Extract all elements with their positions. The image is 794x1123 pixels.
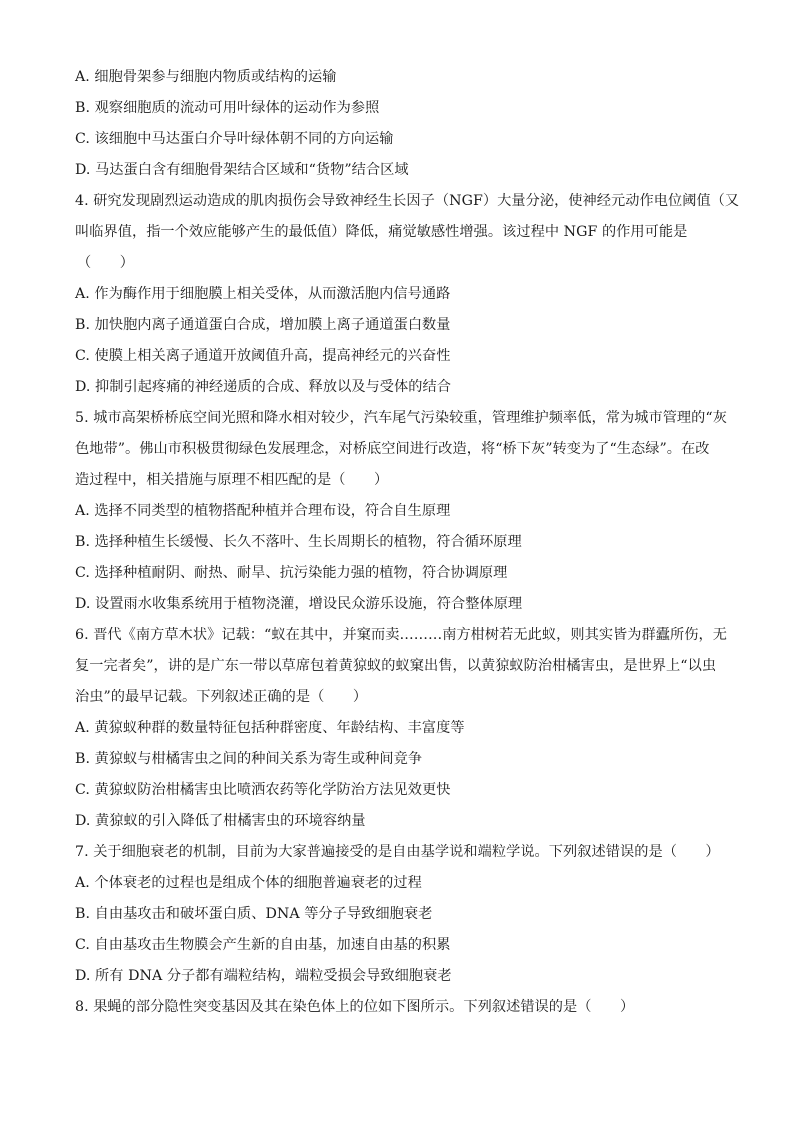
question-7 bbox=[75, 837, 721, 992]
q3-option-d: D. 马达蛋白含有细胞骨架结合区域和“货物”结合区域 bbox=[75, 162, 409, 178]
q3-option-b: B. 观察细胞质的流动可用叶绿体的运动作为参照 bbox=[75, 100, 380, 116]
q4-option-a: A. 作为酶作用于细胞膜上相关受体，从而激活胞内信号通路 bbox=[75, 286, 451, 302]
q4-option-c: C. 使膜上相关离子通道开放阈值升高，提高神经元的兴奋性 bbox=[75, 348, 451, 364]
q5-stem-line-3: 造过程中，相关措施与原理不相匹配的是（ ） bbox=[75, 472, 389, 488]
question-5 bbox=[75, 403, 727, 620]
q5-option-c: C. 选择种植耐阴、耐热、耐旱、抗污染能力强的植物，符合协调原理 bbox=[75, 565, 508, 581]
page-content bbox=[75, 62, 740, 1023]
q5-option-a: A. 选择不同类型的植物搭配种植并合理布设，符合自生原理 bbox=[75, 503, 451, 519]
q5-option-b: B. 选择种植生长缓慢、长久不落叶、生长周期长的植物，符合循环原理 bbox=[75, 534, 522, 550]
q5-stem-line-1: 5. 城市高架桥桥底空间光照和降水相对较少，汽车尾气污染较重，管理维护频率低，常为城市管理的“灰 bbox=[75, 410, 727, 426]
q6-option-c: C. 黄猄蚁防治柑橘害虫比喷洒农药等化学防治方法见效更快 bbox=[75, 782, 451, 798]
q5-option-d: D. 设置雨水收集系统用于植物浇灌，增设民众游乐设施，符合整体原理 bbox=[75, 596, 523, 612]
q6-stem-line-2: 复一完者矣”，讲的是广东一带以草席包着黄猄蚁的蚁窠出售，以黄猄蚁防治柑橘害虫，是世界上“以虫 bbox=[75, 658, 717, 674]
q7-option-b: B. 自由基攻击和破坏蛋白质、DNA 等分子导致细胞衰老 bbox=[75, 906, 433, 922]
q6-option-b: B. 黄猄蚁与柑橘害虫之间的种间关系为寄生或种间竞争 bbox=[75, 751, 423, 767]
q4-stem-line-1: 4. 研究发现剧烈运动造成的肌肉损伤会导致神经生长因子（NGF）大量分泌，使神经元动作电位阈值（又 bbox=[75, 193, 740, 209]
q7-option-a: A. 个体衰老的过程也是组成个体的细胞普遍衰老的过程 bbox=[75, 875, 422, 891]
question-8 bbox=[75, 992, 721, 1023]
question-6 bbox=[75, 620, 727, 837]
question-4 bbox=[75, 186, 740, 403]
q3-option-a: A. 细胞骨架参与细胞内物质或结构的运输 bbox=[75, 69, 337, 85]
q6-stem-line-1: 6. 晋代《南方草木状》记载：“蚁在其中，并窠而卖………南方柑树若无此蚁，则其实皆为群蠹所伤，无 bbox=[75, 627, 727, 643]
q4-stem-line-2: 叫临界值，指一个效应能够产生的最低值）降低，痛觉敏感性增强。该过程中 NGF 的作用可能是 bbox=[75, 224, 688, 240]
q7-option-c: C. 自由基攻击生物膜会产生新的自由基，加速自由基的积累 bbox=[75, 937, 451, 953]
q3-option-c: C. 该细胞中马达蛋白介导叶绿体朝不同的方向运输 bbox=[75, 131, 394, 147]
q6-option-a: A. 黄猄蚁种群的数量特征包括种群密度、年龄结构、丰富度等 bbox=[75, 720, 465, 736]
question-3-options bbox=[75, 62, 721, 186]
q7-stem-line-1: 7. 关于细胞衰老的机制，目前为大家普遍接受的是自由基学说和端粒学说。下列叙述错误的是（ ） bbox=[75, 844, 720, 860]
q4-option-d: D. 抑制引起疼痛的神经递质的合成、释放以及与受体的结合 bbox=[75, 379, 451, 395]
q4-answer-blank: （ ） bbox=[77, 255, 134, 271]
q6-option-d: D. 黄猄蚁的引入降低了柑橘害虫的环境容纳量 bbox=[75, 813, 366, 829]
q4-option-b: B. 加快胞内离子通道蛋白合成，增加膜上离子通道蛋白数量 bbox=[75, 317, 451, 333]
q8-stem-line-1: 8. 果蝇的部分隐性突变基因及其在染色体上的位如下图所示。下列叙述错误的是（ ） bbox=[75, 999, 635, 1015]
q6-stem-line-3: 治虫”的最早记载。下列叙述正确的是（ ） bbox=[75, 689, 368, 705]
q5-stem-line-2: 色地带”。佛山市积极贯彻绿色发展理念，对桥底空间进行改造，将“桥下灰”转变为了“生态绿”。在改 bbox=[75, 441, 710, 457]
q7-option-d: D. 所有 DNA 分子都有端粒结构，端粒受损会导致细胞衰老 bbox=[75, 968, 452, 984]
